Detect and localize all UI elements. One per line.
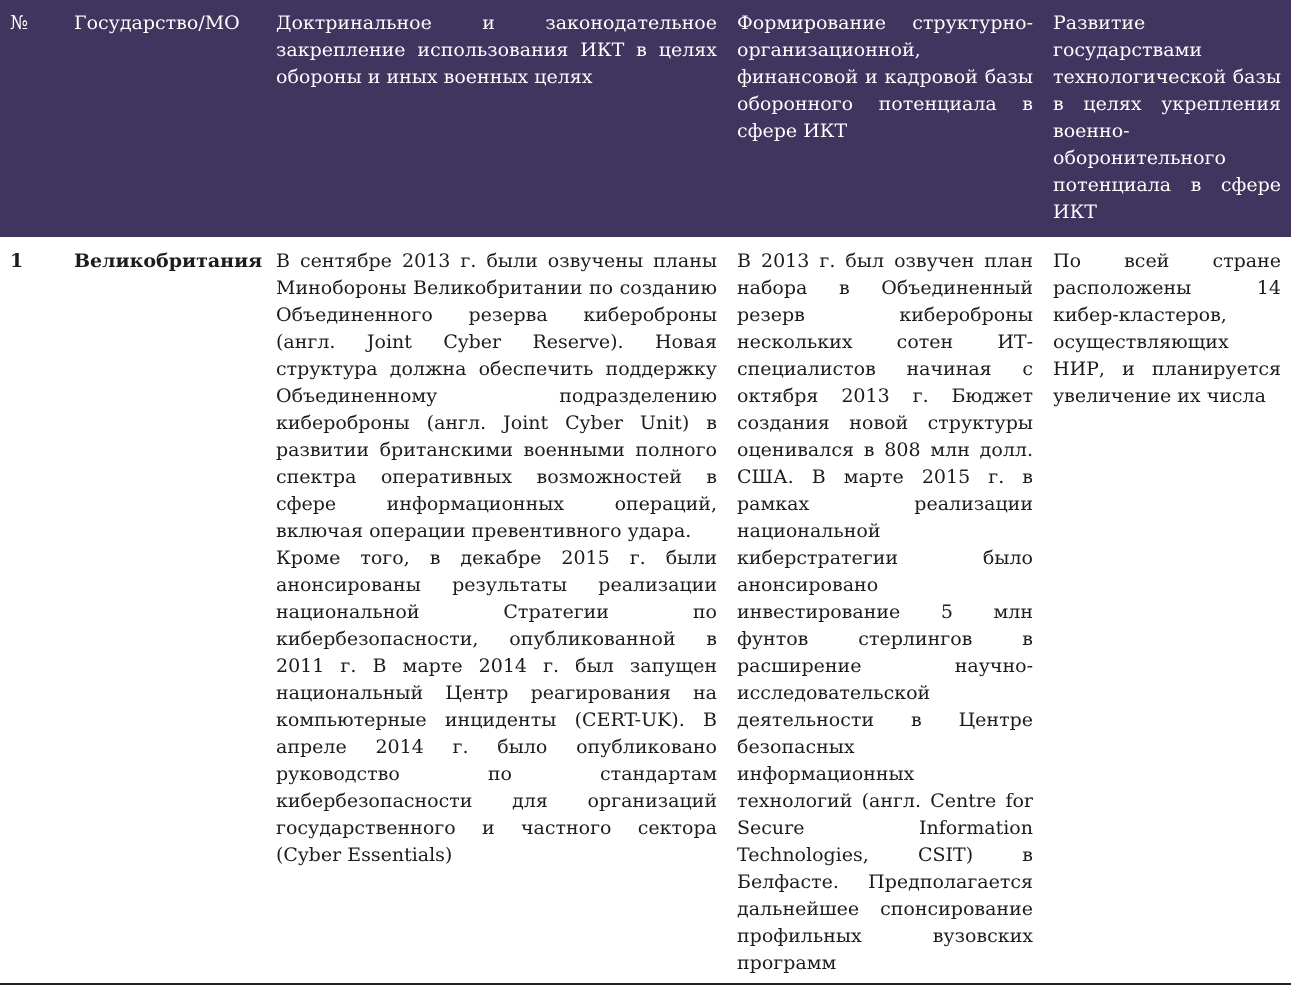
doctrine-paragraph: В сентябре 2013 г. были озвучены планы Минобороны Великобритании по созданию Объединенного резерва кибероброны (англ. Joint Cyber Reserve). Новая структура должна обеспечить поддержку Объединенному подразделению кибероброны (англ. Joint Cyber Unit) в развитии британскими военными полного спектра оперативных возможностей в сфере информационных операций, включая операции превентивного удара. <box>276 250 717 542</box>
header-technology: Развитие государствами технологической базы в целях укрепления военно-оборонительного потенциала в сфере ИКТ <box>1053 12 1281 223</box>
header-doctrine: Доктринальное и законодательное закрепление использования ИКТ в целях обороны и иных военных целях <box>276 12 717 88</box>
table-row <box>0 237 1291 984</box>
row-state: Великобритания <box>64 237 266 984</box>
row-number: 1 <box>0 237 64 984</box>
row-doctrine-cell <box>266 237 727 984</box>
header-number: № <box>10 12 28 34</box>
header-structure: Формирование структурно-организационной, финансовой и кадровой базы оборонного потенциала в сфере ИКТ <box>737 12 1033 142</box>
table-body <box>0 237 1291 984</box>
row-structure-cell: В 2013 г. был озвучен план набора в Объединенный резерв кибероброны нескольких сотен ИТ-специалистов начиная с октября 2013 г. Бюджет создания новой структуры оценивался в 808 млн долл. США. В марте 2015 г. в рамках реализации национальной киберстратегии было анонсировано инвестирование 5 млн фунтов стерлингов в расширение научно-исследовательской деятельности в Центре безопасных информационных технологий (англ. Centre for Secure Information Technologies, CSIT) в Белфасте. Предполагается дальнейшее спонсирование профильных вузовских программ <box>727 237 1043 984</box>
header-row <box>0 0 1291 237</box>
row-technology-cell: По всей стране расположены 14 кибер-кластеров, осуществляющих НИР, и планируется увеличение их числа <box>1043 237 1291 984</box>
doctrine-paragraph: Кроме того, в декабре 2015 г. были анонсированы результаты реализации национальной Стратегии по кибербезопасности, опубликованной в 2011 г. В марте 2014 г. был запущен национальный Центр реагирования на компьютерные инциденты (CERT-UK). В апреле 2014 г. было опубликовано руководство по стандартам кибербезопасности для организаций государственного и частного сектора (Cyber Essentials) <box>276 547 717 866</box>
header-state: Государство/МО <box>74 12 240 34</box>
table-header <box>0 0 1291 237</box>
